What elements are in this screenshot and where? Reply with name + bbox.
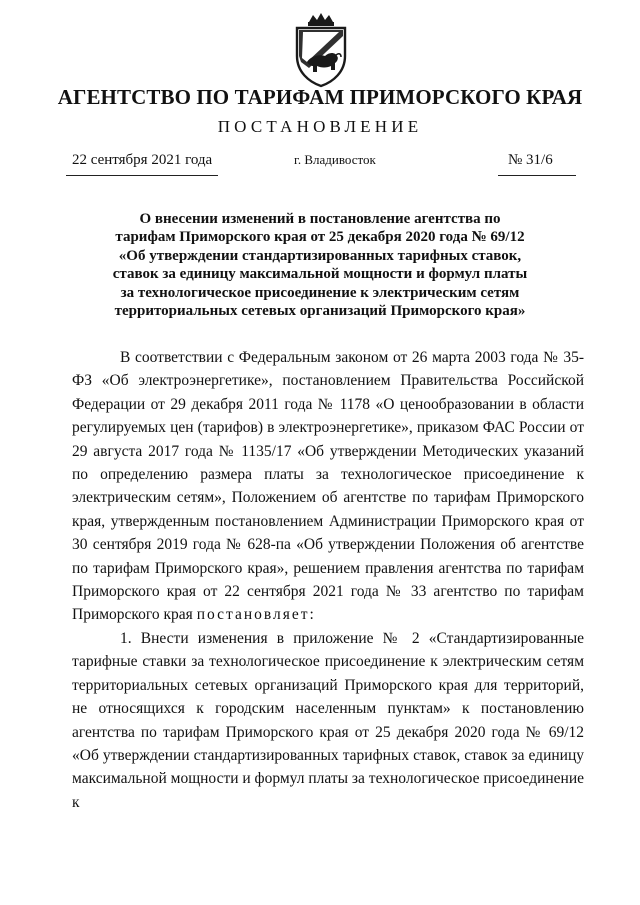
resolves-keyword: постановляет:	[196, 606, 316, 624]
clause-1-text: 1. Внести изменения в приложение № 2 «Стандартизированные тарифные ставки за технологическое присоединение к электрическим сетям территориальных сетевых организаций Приморского края для территорий, не относящихся к городским населенным пунктам» к постановлению агентства по тарифам Приморского края от 25 декабря 2020 года № 69/12 «Об утверждении стандартизированных тарифных ставок, ставок за единицу максимальной мощности и формул платы за технологическое присоединение к	[72, 629, 585, 811]
number-underline	[498, 175, 576, 176]
subject-line: «Об утверждении стандартизированных тарифных ставок,	[118, 247, 522, 264]
agency-title: АГЕНТСТВО ПО ТАРИФАМ ПРИМОРСКОГО КРАЯ	[57, 85, 583, 109]
subject-line: тарифам Приморского края от 25 декабря 2020 года № 69/12	[115, 229, 525, 246]
preamble-text: В соответствии с Федеральным законом от 26 марта 2003 года № 35-ФЗ «Об электроэнергетике», постановлением Правительства Российской Федерации от 29 декабря 2011 года № 1178 «О ценообразовании в области регулируемых цен (тарифов) в электроэнергетике», приказом ФАС России от 29 августа 2017 года № 1135/17 «Об утверждении Методических указаний по определению размера платы за технологическое присоединение к электрическим сетям», Положением об агентстве по тарифам Приморского края, утвержденным постановлением Администрации Приморского края от 30 сентября 2019 года № 628-па «Об утверждении Положения об агентстве по тарифам Приморского края», решением правления агентства по тарифам Приморского края от 22 сентября 2021 года № 33 агентство по тарифам Приморского края	[72, 349, 584, 624]
document-city: г. Владивосток	[294, 152, 376, 167]
document-type: ПОСТАНОВЛЕНИЕ	[217, 117, 423, 136]
document-date: 22 сентября 2021 года	[72, 152, 213, 168]
document-body	[72, 346, 584, 814]
subject-line: ставок за единицу максимальной мощности и формул платы	[112, 266, 528, 283]
subject-line: за технологическое присоединение к электрическим сетям	[120, 284, 520, 301]
document-subject	[90, 210, 550, 320]
coat-of-arms-emblem	[289, 12, 353, 88]
clause-1-paragraph	[72, 627, 584, 814]
subject-line: О внесении изменений в постановление агентства по	[139, 211, 501, 227]
document-number: № 31/6	[508, 152, 553, 168]
subject-line: территориальных сетевых организаций Приморского края»	[114, 303, 526, 320]
preamble-paragraph	[72, 346, 584, 627]
date-underline	[66, 175, 218, 176]
